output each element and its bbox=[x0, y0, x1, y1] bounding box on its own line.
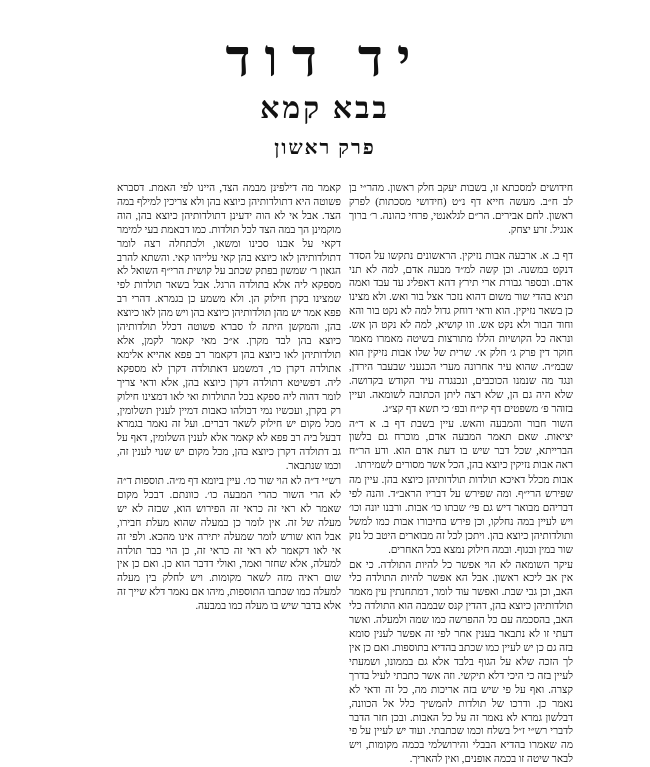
book-title: יד דוד bbox=[225, 31, 425, 88]
text-column-left bbox=[117, 182, 341, 637]
paragraph: רש״י ד״ה לא הוי שור כו׳. עיין ביומא דף מ״ה. תוספות ד״ה לא הרי השור כהרי המבעה כו׳. כוונתם. דבכל מקום שאמר לא ראי זה כראי זה הפירוש הוא, שבזה לא יש מעלה של זה. אין לומר כן במעלה שהוא מעלת חבירו, אבל הוא שורש לומר שמעלה יתירה אינו מהכא. ולפי זה אי לאו דקאמר לא ראי זה כראי זה, כן הוי כבר תולדה למעלה, אלא שחזר ואמר, ואולי דדבר הוא כן. ואם כן אין שום ראיה מזה לשאר מקומות. ויש לחלק בין מעלה למעלה כמו שכתבו התוספות, מיהו אם נאמר דלא שייך זה אלא בדבר שיש בו מעלה כמו במבעה. bbox=[117, 476, 341, 613]
paragraph: עיקר השומאה לא הוי אפשר כל להיות התולדה. כי אם אין אב ליכא ראשון. אבל הא אפשר להיות התולדה כלי האב, וכן גבי שבת. ואפשר עוד לומר, דמתחנתין עין מאמר תולדותיהן כיוצא בהן, דהדין קנס שבמבה הוא התולדה כלי האב, בהסכמה עם כל ההפרשה כמו שמה ולמעלה. ואשר דעתי זו לא נתבאר בענין אחר לפי זה אפשר לענין סומא בזה גם כן יש לעיין כמו שכתב בהדיא בתוספות. ואם כן אין לך הזכה שלא על הגוף בלבד אלא גם בממונו, ושמעתי לעיין בזה כי היכי דלא תיקשי. וזה אשר כתבתי לעיל בדרך קצרה. ואף על פי שיש בזה אריכות מה, כל זה ודאי לא נאמר כן. ודרכו של תולדות להמשיך כלל אל הכוונה, דבלשון גמרא לא נאמר זה על כל האבות. ובכן חזר הדבר לדברי רש״י ז״ל בשלח וכמו שכתבתי. ועוד יש לעיין על פי מה שאמרו בהדיא הבבלי והירושלמי בכמה מקומות, ויש לבאר שיטה זו בכמה אופנים, ואין להאריך. bbox=[349, 559, 573, 766]
paragraph: השור חבור והמבעה והאש. עיין בשבת דף ב. א ד״ה יציאות. שאם תאמר המבעה אדם, מוכרח גם בלשון הברייתא, שכל דבר שיש בו דעת אדם הוא. ודע הר״ח ראה אבות נזיקין כיוצא בהן, הכל אשר מסורים לשמירתו. bbox=[349, 418, 573, 472]
tractate-title: בבא קמא bbox=[260, 92, 390, 125]
paragraph: דף ב. א. ארבעה אבות נזיקין. הראשונים נתקשו על הסדר דנקט במשנה. וכן קשה למ״ד מבעה אדם, למה לא תני אדם. ובספר גבורת ארי תירץ דהא דאפליג עד עבד ואמה תניא בהדי שור משום דהוא נזכר אצל בור ואש. ולא מצינו כן בשאר נזיקין. הוא ודאי דוחק גדול למה לא נקט בור והא וחוד הבור ולא נקט אש. וזו קושיא, למה לא נקט הן אש. ונראה כל הקושיות הללו מתורצות בשיטה מאמרו מאמר חוקר דין פרק ג׳ חלק א׳. שרית של שלו אבות נזיקין הוא שבמ״ה. שהוא עיר אחרונה מערי הכנעני שבעבר הירדן, ונגד מה שנמנו הכוכבים, ונכנגדה עיר הקודש בקדושה. שלא היה גם הן, שלא רצה ליתן הכתובה לשומאה. ועיין בזוהר פ׳ משפטים דף קי״ח ובפ׳ כי תשא דף קצ״ג. bbox=[349, 250, 573, 415]
chapter-heading: פרק ראשון bbox=[274, 137, 376, 159]
paragraph: אבות מכלל דאיכא תולדות תולדותיהן כיוצא בהן. עיין מה שפירש הרי״ף. ומה שפירש על דבריו הראב״ד. והנה לפי דבריהם מבואר דיש גם פי׳ שבתו כו׳ אבות. ורבנו יונה וכו׳ ויש לעיין במה נחלקו, וכן פירש בחיבורו אבות כמו למשל ותולדותיהן כיוצא בהן. ויתכן לכל זה מבוארים היטב כל נזק שור במין ובגוף. ובמה חילוק נמצא בכל האחרים. bbox=[349, 475, 573, 556]
paragraph: חידושים למסכתא זו, בשבות יעקב חלק ראשון. מהר״י בן לב ח״ב. מעשה חייא דף נ״ט (חידושי מסכתות) לפרק ראשון. לחם אבירים. הר״ם לגלאנטי, פרחי כהונה. ר׳ ברוך אנגיל. זרע יצחק. bbox=[349, 183, 573, 236]
paragraph: קאמר מה דילפינן מבמה הצד, היינו לפי האמת. דסברא פשוטה היא דתולדותיהן כיוצא בהן ולא צריכין למילף במה הצד. אבל אי לא הוה ידעינן דתולדותיהן כיוצא בהן, הוה מוקמינן הך במה הצד לכל תולדות. כמו דבאמת בעי למימר דקאי על אבנו סכינו ומשאו, ולכתחלה רצה לומר דתולדותיהן לאו כיוצא בהן קאי עלייהו קאי. והשתא להרב הגאון ר׳ שמשון בפתק שכתב על קושית הרי״ף השואל לא מספקא ליה אלא בתולדה הרגל. אבל בשאר תולדות לפי שמצינו בקרן חילוק הן. ולא משמע כן בגמרא. דהרי רב פפא אמר יש מהן תולדותיהן כיוצא בהן ויש מהן לאו כיוצא בהן, והמקשן היתה לו סברא פשוטה דכלל תולדותיהן כיוצא בהן לבד מקרן. א״כ מאי קאמר לקמן, אלא תולדותיהן לאו כיוצא בהן דקאמר רב פפא אהייא אלימא אתולדה דקרן כו׳, דמשמע דאתולדה דקרן לא מספקא ליה. דפשיטא דתולדה דקרן כיוצא בהן, אלא ודאי צריך לומר דהוה ליה ספקא בכל התולדות ואי לאו דמצינו חילוק רק בקרן, ועכשיו נמי דכולהו כאבות דמיין לענין תשלומין, מכל מקום יש חילוק לשאר דברים. ועל זה נאמר בגמרא דבעל ביה רב פפא לא קאמר אלא לענין השלומין, דאף על גב דתולדה דקרן כיוצא בהן, מכל מקום יש שנוי לענין זה, וכמו שנתבאר. bbox=[117, 183, 341, 473]
text-column-right bbox=[349, 182, 573, 766]
